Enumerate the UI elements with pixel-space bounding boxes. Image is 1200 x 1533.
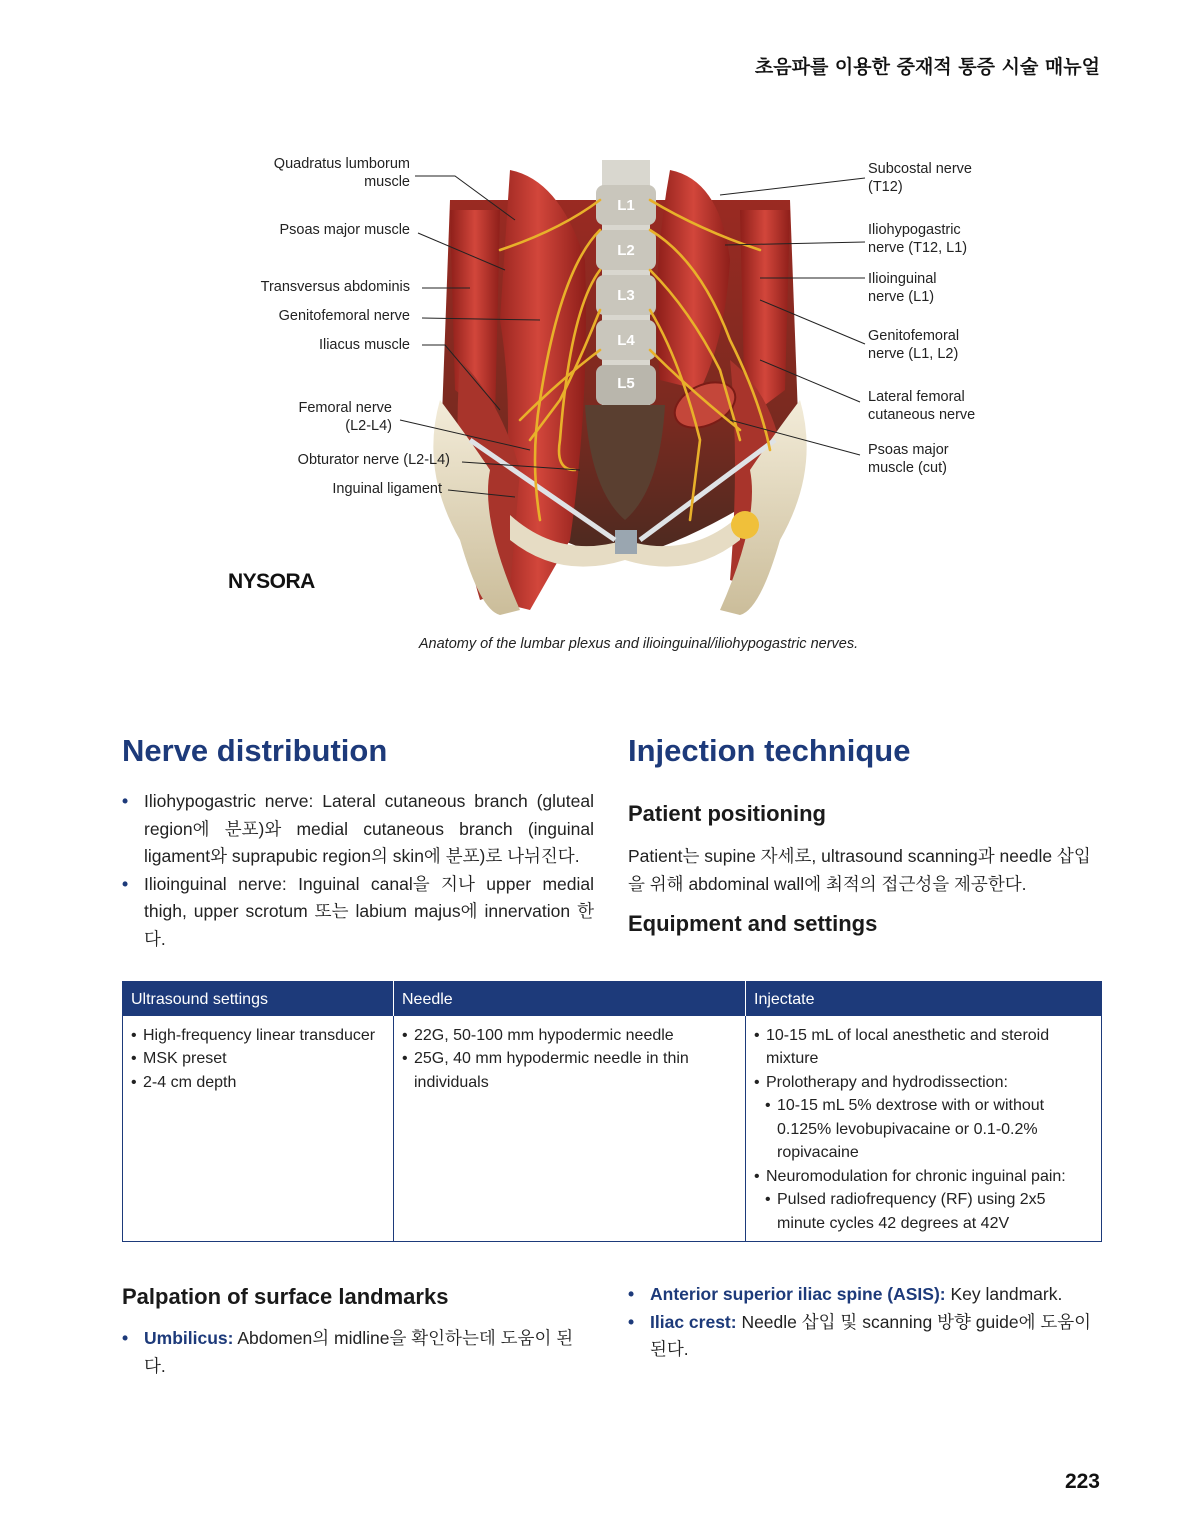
- table-list-item: • Prolotherapy and hydrodissection:: [752, 1071, 1095, 1095]
- patient-positioning-text: Patient는 supine 자세로, ultrasound scanning과 needle 삽입을 위해 abdominal wall에 최적의 접근성을 제공한다.: [628, 846, 1091, 894]
- label-ilioinguinal-nerve: Ilioinguinal nerve (L1): [868, 271, 937, 305]
- landmark-description: Key landmark.: [945, 1284, 1063, 1304]
- heading-equipment-settings: Equipment and settings: [628, 911, 878, 936]
- list-item: [628, 1309, 1102, 1364]
- palpation-list-right: [628, 1281, 1102, 1364]
- table-list-item: • Neuromodulation for chronic inguinal pain:: [752, 1165, 1095, 1189]
- table-list-item: • High-frequency linear transducer: [129, 1024, 387, 1048]
- list-item: [122, 1325, 594, 1380]
- landmark-description: Abdomen의 midline을 확인하는데 도움이 된다.: [144, 1328, 574, 1376]
- table-sub-list-item: • Pulsed radiofrequency (RF) using 2x5 minute cycles 42 degrees at 42V: [752, 1188, 1095, 1235]
- injectate-cell: [746, 1016, 1102, 1242]
- landmark-term: Iliac crest:: [650, 1311, 737, 1332]
- table-list-item: • MSK preset: [129, 1047, 387, 1071]
- lymph-node: [731, 511, 759, 539]
- table-sub-list-item: • 10-15 mL 5% dextrose with or without 0.125% levobupivacaine or 0.1-0.2% ropivacaine: [752, 1094, 1095, 1165]
- list-item: • Ilioinguinal nerve: Inguinal canal을 지나 upper medial thigh, upper scrotum 또는 labium majus에 innervation 한다.: [122, 871, 594, 954]
- label-inguinal-ligament: Inguinal ligament: [332, 481, 442, 497]
- label-iliohypogastric-nerve: Iliohypogastric nerve (T12, L1): [868, 222, 968, 256]
- table-header-injectate: Injectate: [746, 982, 1102, 1016]
- vertebra-label-l2: L2: [617, 242, 635, 259]
- vertebra-label-l5: L5: [617, 375, 635, 392]
- nysora-logo: NYSORA: [228, 570, 315, 593]
- nerve-distribution-list: [122, 788, 594, 953]
- label-obturator-nerve: Obturator nerve (L2-L4): [297, 452, 450, 468]
- label-psoas-major-cut: Psoas major muscle (cut): [868, 442, 949, 476]
- heading-patient-positioning: Patient positioning: [628, 801, 826, 826]
- label-iliacus-muscle: Iliacus muscle: [318, 337, 410, 353]
- label-quadratus-lumborum: Quadratus lumborum muscle: [273, 156, 410, 190]
- palpation-list-left: [122, 1325, 594, 1380]
- label-subcostal-nerve: Subcostal nerve (T12): [868, 161, 972, 195]
- anatomy-figure: [0, 140, 1200, 620]
- table-header-needle: Needle: [394, 982, 746, 1016]
- heading-injection-technique: Injection technique: [628, 733, 911, 768]
- table-header-ultrasound: Ultrasound settings: [123, 982, 394, 1016]
- landmark-term: Umbilicus:: [144, 1328, 234, 1348]
- ultrasound-settings-cell: [123, 1016, 394, 1242]
- label-genitofemoral-nerve-left: Genitofemoral nerve: [278, 308, 410, 324]
- page-number: 223: [1064, 1470, 1100, 1493]
- table-list-item: • 22G, 50-100 mm hypodermic needle: [400, 1024, 739, 1048]
- vertebra-label-l4: L4: [617, 332, 635, 349]
- label-femoral-nerve: Femoral nerve (L2-L4): [298, 400, 392, 434]
- table-list-item: • 25G, 40 mm hypodermic needle in thin individuals: [400, 1047, 739, 1094]
- label-psoas-major: Psoas major muscle: [279, 222, 410, 238]
- running-header: 초음파를 이용한 중재적 통증 시술 매뉴얼: [754, 56, 1100, 78]
- equipment-settings-table: [122, 981, 1102, 1242]
- table-list-item: • 10-15 mL of local anesthetic and steroid mixture: [752, 1024, 1095, 1071]
- heading-palpation: Palpation of surface landmarks: [122, 1284, 449, 1309]
- vertebra-label-l3: L3: [617, 287, 635, 304]
- list-item: • Iliohypogastric nerve: Lateral cutaneous branch (gluteal region에 분포)와 medial cutaneous branch (inguinal ligament와 suprapubic region의 skin에 분포)로 나뉘진다.: [122, 788, 594, 871]
- label-genitofemoral-nerve-right: Genitofemoral nerve (L1, L2): [868, 328, 960, 362]
- pubic-symphysis: [615, 530, 637, 554]
- list-item: [628, 1281, 1102, 1309]
- landmark-term: Anterior superior iliac spine (ASIS):: [650, 1284, 946, 1304]
- label-lateral-femoral-cutaneous-nerve: Lateral femoral cutaneous nerve: [868, 389, 976, 423]
- figure-caption: Anatomy of the lumbar plexus and ilioinguinal/iliohypogastric nerves.: [418, 636, 859, 652]
- lumbar-plexus-illustration: [0, 140, 1200, 620]
- vertebra-label-l1: L1: [617, 197, 635, 214]
- label-transversus-abdominis: Transversus abdominis: [260, 279, 410, 295]
- landmark-description: Needle 삽입 및 scanning 방향 guide에 도움이 된다.: [650, 1311, 1092, 1359]
- table-list-item: • 2-4 cm depth: [129, 1071, 387, 1095]
- needle-cell: [394, 1016, 746, 1242]
- heading-nerve-distribution: Nerve distribution: [122, 733, 388, 768]
